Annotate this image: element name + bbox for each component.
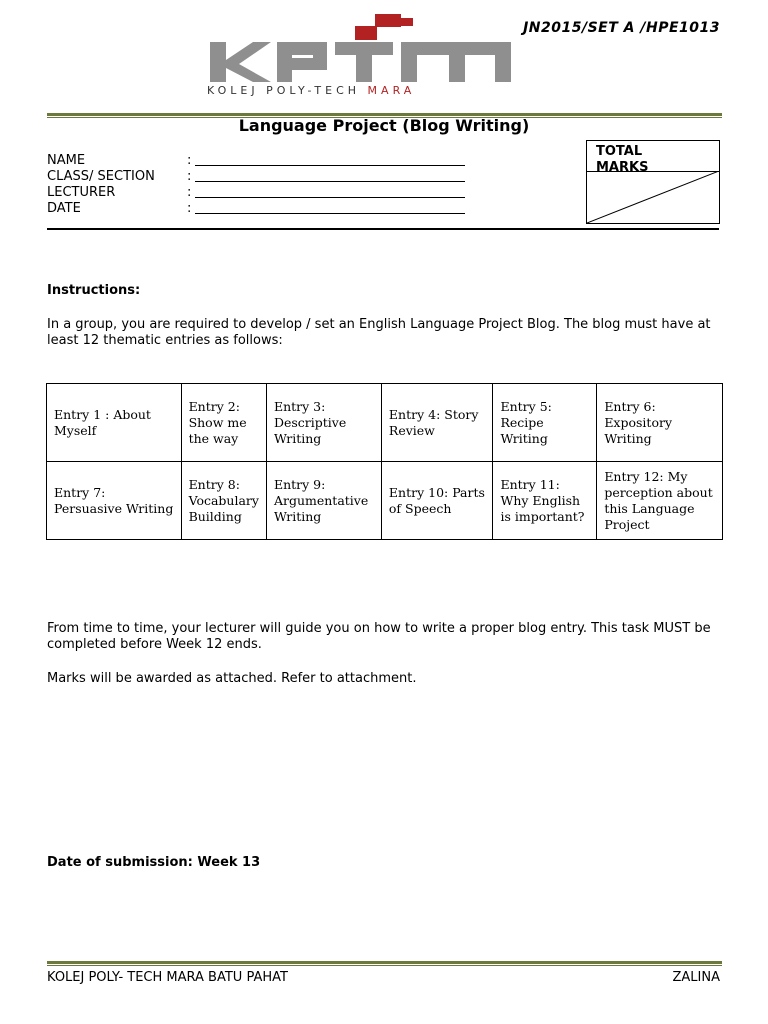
date-field[interactable] [195,201,465,214]
table-row [47,384,723,462]
lecturer-field[interactable] [195,185,465,198]
total-marks-line2: MARKS [596,160,649,175]
entry-cell: Entry 6: Expository Writing [597,384,723,462]
form-row-date [47,201,465,217]
total-marks-line1: TOTAL [596,144,643,159]
page-title: Language Project (Blog Writing) [238,116,530,135]
student-info-form [47,153,465,217]
entry-cell: Entry 12: My perception about this Language Project [597,462,723,540]
form-label: NAME [47,153,86,168]
table-row [47,462,723,540]
form-colon: : [187,201,192,216]
logo-caption-kolej: KOLEJ POLY-TECH [207,84,368,97]
form-label: LECTURER [47,185,116,200]
form-colon: : [187,169,192,184]
form-colon: : [187,153,192,168]
entry-cell: Entry 8: Vocabulary Building [181,462,266,540]
entry-cell: Entry 4: Story Review [381,384,493,462]
entry-cell: Entry 5: Recipe Writing [493,384,597,462]
form-label: CLASS/ SECTION [47,169,155,184]
class-section-field[interactable] [195,169,465,182]
marks-note: Marks will be awarded as attached. Refer to attachment. [47,671,417,686]
entry-cell: Entry 3: Descriptive Writing [266,384,381,462]
instructions-heading: Instructions: [47,283,141,298]
logo-caption-mara: MARA [367,84,416,97]
form-separator [47,228,719,230]
marks-diagonal [587,171,719,223]
form-row-class [47,169,465,185]
entry-cell: Entry 10: Parts of Speech [381,462,493,540]
footer-author: ZALINA [672,970,720,985]
name-field[interactable] [195,153,465,166]
entry-cell: Entry 9: Argumentative Writing [266,462,381,540]
document-code: JN2015/SET A /HPE1013 [523,20,720,36]
logo-caption [207,84,517,97]
instructions-paragraph: In a group, you are required to develop / set an English Language Project Blog. The blog must have at least 12 thematic entries as follows: [47,317,711,348]
entry-cell: Entry 1 : About Myself [47,384,182,462]
entry-cell: Entry 7: Persuasive Writing [47,462,182,540]
footer-institution: KOLEJ POLY- TECH MARA BATU PAHAT [47,970,288,985]
submission-date: Date of submission: Week 13 [47,855,261,870]
entries-table [46,383,723,540]
footer-rule [47,961,722,966]
form-row-lecturer [47,185,465,201]
guidance-paragraph: From time to time, your lecturer will guide you on how to write a proper blog entry. This task MUST be completed before Week 12 ends. [47,621,711,652]
total-marks-box [586,140,720,224]
entry-cell: Entry 11: Why English is important? [493,462,597,540]
form-label: DATE [47,201,81,216]
entry-cell: Entry 2: Show me the way [181,384,266,462]
form-colon: : [187,185,192,200]
form-row-name [47,153,465,169]
